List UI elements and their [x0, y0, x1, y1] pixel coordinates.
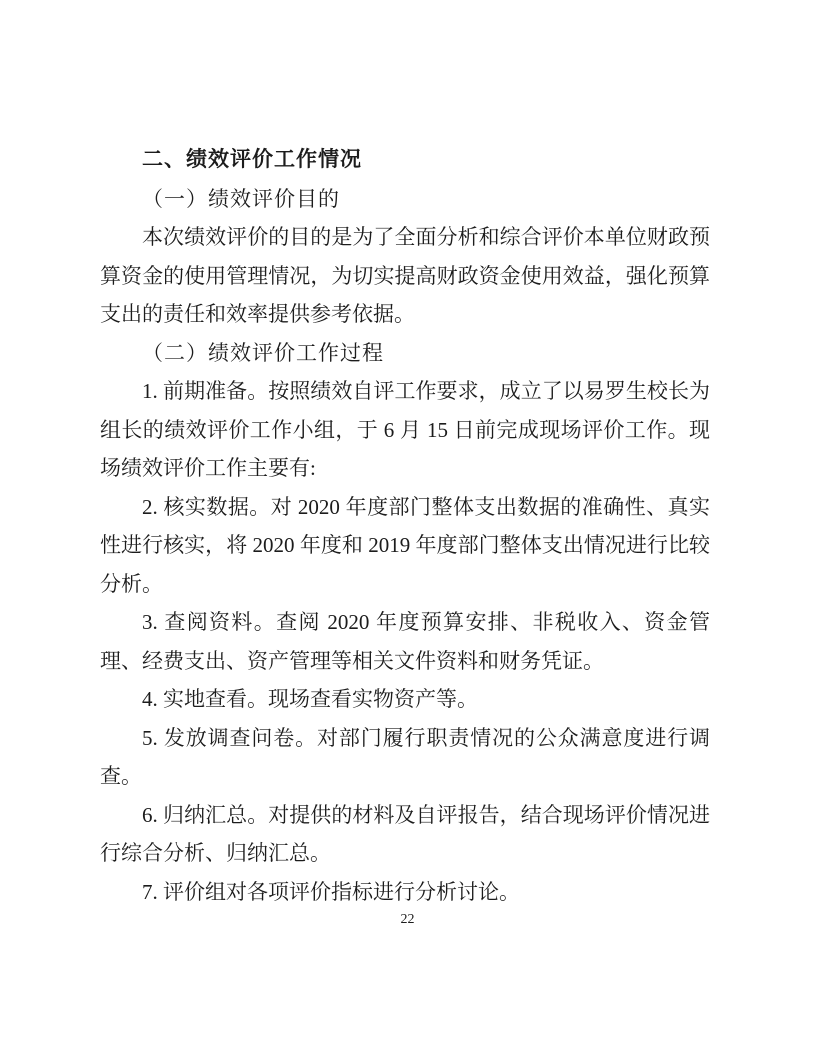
paragraph-step-3: 3. 查阅资料。查阅 2020 年度预算安排、非税收入、资金管理、经费支出、资产管理等相关文件资料和财务凭证。 — [100, 610, 710, 673]
paragraph-step-6: 6. 归纳汇总。对提供的材料及自评报告，结合现场评价情况进行综合分析、归纳汇总。 — [100, 802, 710, 865]
paragraph-step-2: 2. 核实数据。对 2020 年度部门整体支出数据的准确性、真实性进行核实，将 2020 年度和 2019 年度部门整体支出情况进行比较分析。 — [100, 494, 710, 596]
paragraph-step-7: 7. 评价组对各项评价指标进行分析讨论。 — [142, 879, 520, 904]
paragraph-step-4: 4. 实地查看。现场查看实物资产等。 — [142, 687, 478, 711]
subsection-heading-2: （二）绩效评价工作过程 — [142, 340, 384, 365]
paragraph-step-5: 5. 发放调查问卷。对部门履行职责情况的公众满意度进行调查。 — [100, 725, 710, 788]
paragraph-step-1: 1. 前期准备。按照绩效自评工作要求，成立了以易罗生校长为组长的绩效评价工作小组，于 6 月 15 日前完成现场评价工作。现场绩效评价工作主要有: — [100, 379, 710, 480]
subsection-heading-1: （一）绩效评价目的 — [142, 186, 340, 211]
section-heading: 二、绩效评价工作情况 — [142, 148, 362, 171]
paragraph-purpose: 本次绩效评价的目的是为了全面分析和综合评价本单位财政预算资金的使用管理情况，为切实提高财政资金使用效益，强化预算支出的责任和效率提供参考依据。 — [100, 225, 710, 326]
page-number: 22 — [400, 912, 415, 927]
document-body — [100, 141, 710, 911]
